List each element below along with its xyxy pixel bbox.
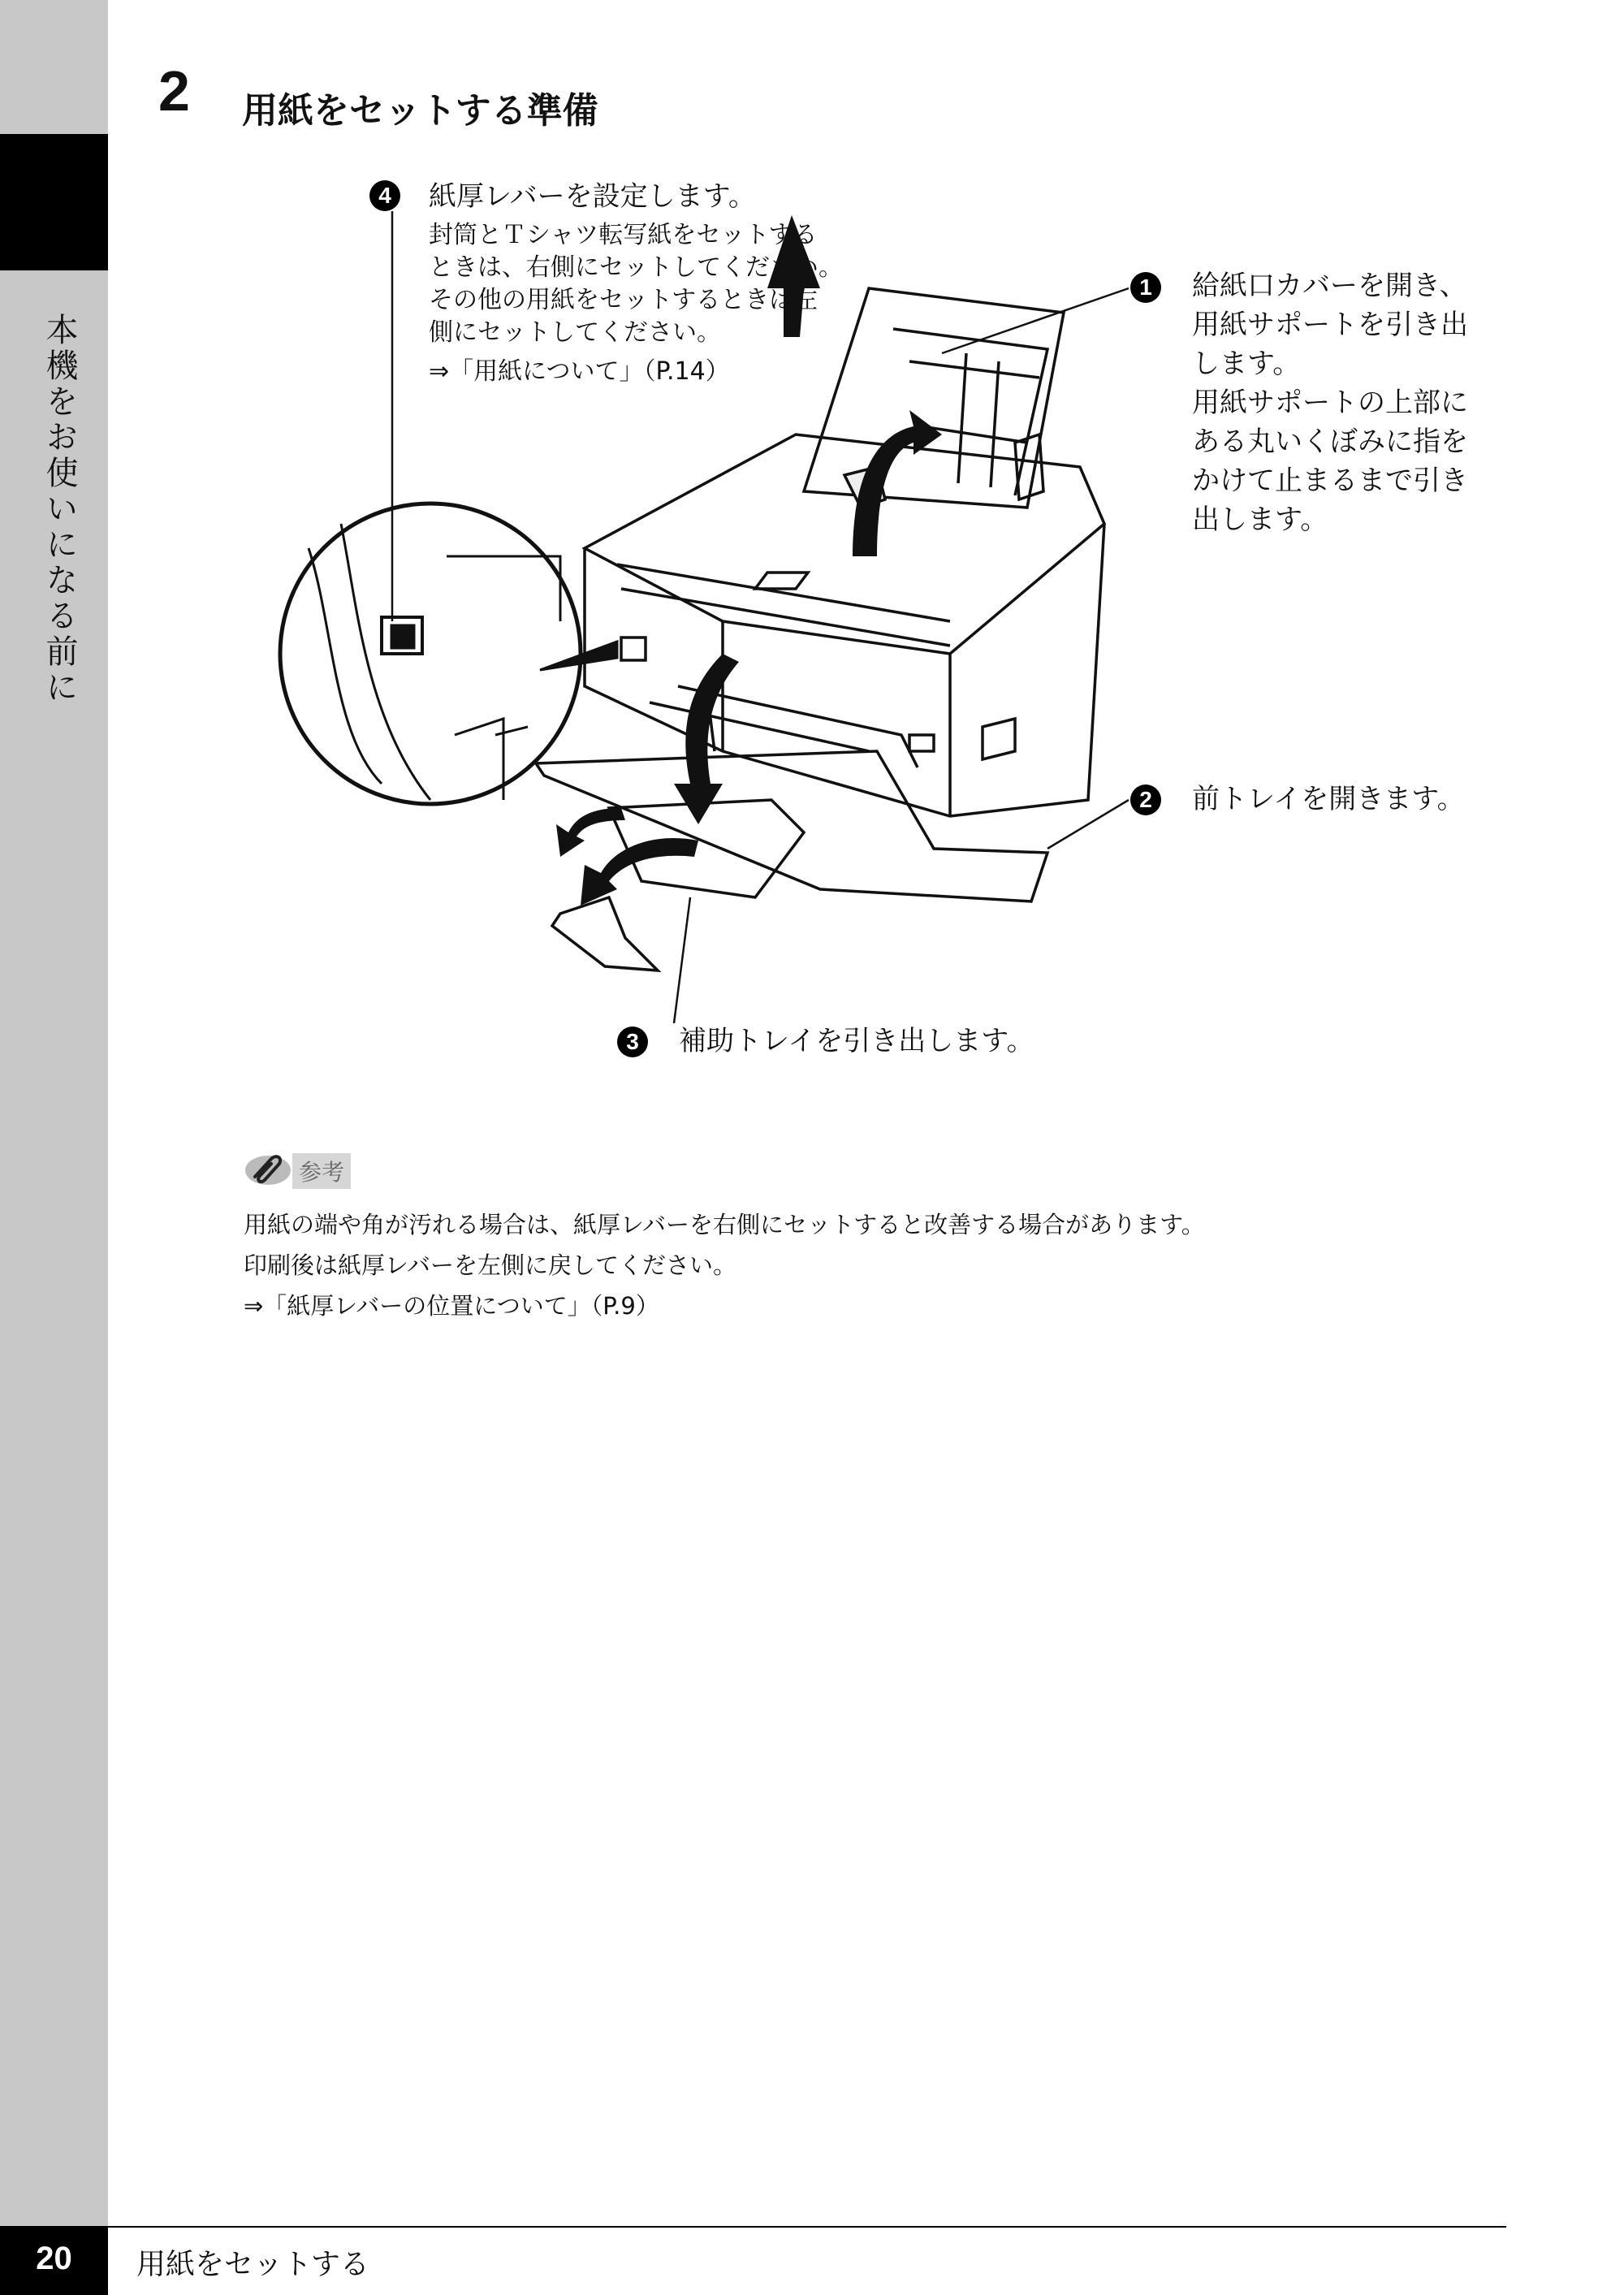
reference-line-1: 用紙の端や角が汚れる場合は、紙厚レバーを右側にセットすると改善する場合があります。 — [244, 1211, 1205, 1238]
zoom-circle-lever-detail — [280, 504, 581, 804]
curved-arrow-down-icon — [674, 654, 739, 824]
step-1-line-4: 用紙サポートの上部に — [1192, 387, 1468, 419]
arrow-left-icon — [556, 808, 625, 857]
step-4-line-2: ときは、右側にセットしてください。 — [429, 253, 843, 282]
paperclip-icon — [244, 1149, 292, 1188]
side-chapter-title: 本機をお使いになる前に — [41, 313, 78, 706]
step-4-line-3: その他の用紙をセットするときは左 — [429, 286, 818, 314]
footer-title: 用紙をセットする — [136, 2248, 369, 2281]
page-number: 20 — [0, 2228, 108, 2295]
arrow-left-large-icon — [581, 838, 698, 905]
step-2-text: 前トレイを開きます。 — [1192, 783, 1465, 815]
step-1-line-7: 出します。 — [1192, 504, 1328, 536]
step-2-badge: 2 — [1130, 784, 1161, 815]
curved-arrow-icon — [853, 410, 942, 556]
step-3-text: 補助トレイを引き出します。 — [679, 1025, 1034, 1057]
step-4-heading: 紙厚レバーを設定します。 — [429, 180, 756, 213]
step-4-line-4: 側にセットしてください。 — [429, 318, 721, 347]
step-4-badge: 4 — [369, 180, 400, 211]
reference-line-3: ⇒「紙厚レバーの位置について」（P.9） — [244, 1292, 659, 1320]
step-4-reference: ⇒「用紙について」（P.14） — [429, 357, 730, 386]
footer-rule — [0, 2226, 1506, 2228]
section-number: 2 — [158, 59, 190, 123]
step-4-line-1: 封筒とＴシャツ転写紙をセットする — [429, 221, 818, 249]
step-1-badge: 1 — [1130, 272, 1161, 303]
step-3-badge: 3 — [617, 1026, 648, 1057]
side-tab-marker — [0, 134, 108, 270]
section-title: 用紙をセットする準備 — [242, 90, 598, 132]
step-1-line-5: ある丸いくぼみに指を — [1192, 426, 1468, 458]
step-1-line-1: 給紙口カバーを開き、 — [1192, 270, 1467, 302]
step-1-line-2: 用紙サポートを引き出 — [1192, 309, 1468, 341]
step-1-line-6: かけて止まるまで引き — [1192, 465, 1468, 497]
reference-line-2: 印刷後は紙厚レバーを左側に戻してください。 — [244, 1251, 736, 1279]
step-1-line-3: します。 — [1192, 348, 1301, 380]
reference-label: 参考 — [292, 1153, 351, 1189]
